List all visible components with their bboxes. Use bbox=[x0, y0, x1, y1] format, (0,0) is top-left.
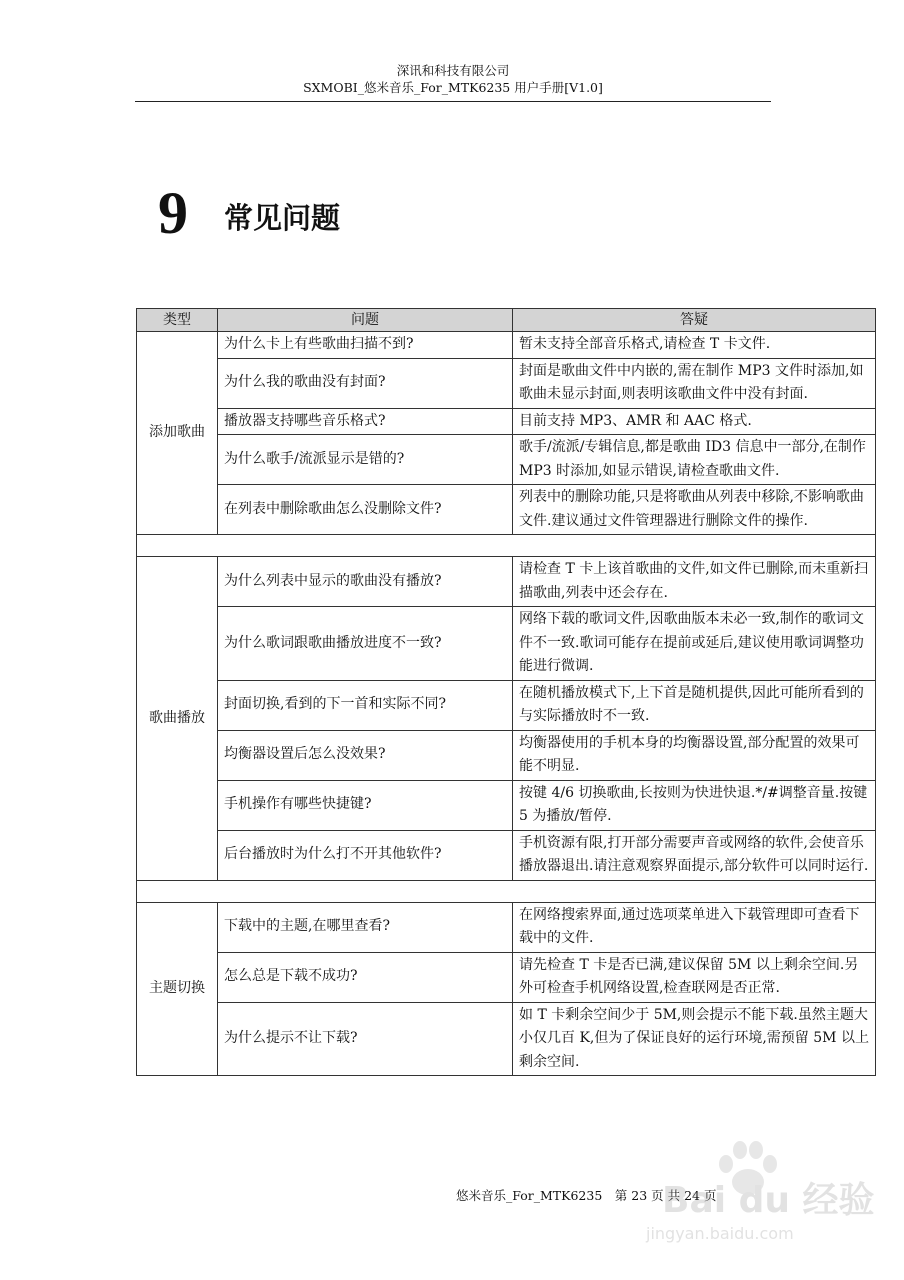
chapter-title: 常见问题 bbox=[224, 201, 341, 235]
question-cell: 下载中的主题,在哪里查看? bbox=[218, 902, 513, 952]
table-row bbox=[137, 332, 876, 359]
company-name: 深讯和科技有限公司 bbox=[396, 63, 510, 78]
watermark-logo: Bai du 经验 bbox=[662, 1180, 875, 1221]
question-cell: 手机操作有哪些快捷键? bbox=[218, 780, 513, 830]
header-question: 问题 bbox=[218, 309, 513, 332]
question-cell: 为什么我的歌曲没有封面? bbox=[218, 358, 513, 408]
question-cell: 为什么歌词跟歌曲播放进度不一致? bbox=[218, 607, 513, 681]
answer-cell: 按键 4/6 切换歌曲,长按则为快进快退.*/#调整音量.按键 5 为播放/暂停. bbox=[513, 780, 876, 830]
question-cell: 播放器支持哪些音乐格式? bbox=[218, 408, 513, 435]
answer-cell: 网络下载的歌词文件,因歌曲版本未必一致,制作的歌词文件不一致.歌词可能存在提前或延后,建议使用歌词调整功能进行微调. bbox=[513, 607, 876, 681]
answer-cell: 在随机播放模式下,上下首是随机提供,因此可能所看到的与实际播放时不一致. bbox=[513, 680, 876, 730]
page-footer: 悠米音乐_For_MTK6235 第 23 页 共 24 页 bbox=[456, 1188, 717, 1203]
category-cell: 添加歌曲 bbox=[137, 332, 218, 535]
table-row bbox=[137, 830, 876, 880]
answer-cell: 均衡器使用的手机本身的均衡器设置,部分配置的效果可能不明显. bbox=[513, 730, 876, 780]
answer-cell: 暂未支持全部音乐格式,请检查 T 卡文件. bbox=[513, 332, 876, 359]
question-cell: 均衡器设置后怎么没效果? bbox=[218, 730, 513, 780]
answer-cell: 手机资源有限,打开部分需要声音或网络的软件,会使音乐播放器退出.请注意观察界面提示,部分软件可以同时运行. bbox=[513, 830, 876, 880]
table-row bbox=[137, 952, 876, 1002]
table-row bbox=[137, 1002, 876, 1076]
answer-cell: 请先检查 T 卡是否已满,建议保留 5M 以上剩余空间.另外可检查手机网络设置,检查联网是否正常. bbox=[513, 952, 876, 1002]
answer-cell: 在网络搜索界面,通过选项菜单进入下载管理即可查看下载中的文件. bbox=[513, 902, 876, 952]
table-row bbox=[137, 607, 876, 681]
answer-cell: 如 T 卡剩余空间少于 5M,则会提示不能下载.虽然主题大小仅几百 K,但为了保证良好的运行环境,需预留 5M 以上剩余空间. bbox=[513, 1002, 876, 1076]
question-cell: 封面切换,看到的下一首和实际不同? bbox=[218, 680, 513, 730]
question-cell: 为什么提示不让下载? bbox=[218, 1002, 513, 1076]
baidu-watermark bbox=[626, 1140, 875, 1280]
table-row bbox=[137, 435, 876, 485]
table-row bbox=[137, 485, 876, 535]
question-cell: 后台播放时为什么打不开其他软件? bbox=[218, 830, 513, 880]
header-answer: 答疑 bbox=[513, 309, 876, 332]
watermark-url: jingyan.baidu.com bbox=[646, 1224, 794, 1243]
category-cell: 歌曲播放 bbox=[137, 557, 218, 881]
question-cell: 在列表中删除歌曲怎么没删除文件? bbox=[218, 485, 513, 535]
question-cell: 为什么歌手/流派显示是错的? bbox=[218, 435, 513, 485]
table-row bbox=[137, 557, 876, 607]
table-row bbox=[137, 680, 876, 730]
spacer-cell bbox=[137, 535, 876, 557]
table-row bbox=[137, 358, 876, 408]
manual-title: SXMOBI_悠米音乐_For_MTK6235 用户手册[V1.0] bbox=[303, 80, 603, 95]
table-row bbox=[137, 408, 876, 435]
spacer-cell bbox=[137, 880, 876, 902]
answer-cell: 列表中的删除功能,只是将歌曲从列表中移除,不影响歌曲文件.建议通过文件管理器进行删除文件的操作. bbox=[513, 485, 876, 535]
faq-table bbox=[136, 308, 876, 1076]
question-cell: 怎么总是下载不成功? bbox=[218, 952, 513, 1002]
faq-body bbox=[137, 332, 876, 1076]
section-spacer-row bbox=[137, 535, 876, 557]
category-cell: 主题切换 bbox=[137, 902, 218, 1076]
question-cell: 为什么列表中显示的歌曲没有播放? bbox=[218, 557, 513, 607]
header-divider bbox=[135, 101, 771, 102]
page-header bbox=[135, 62, 771, 96]
table-row bbox=[137, 780, 876, 830]
table-row bbox=[137, 902, 876, 952]
question-cell: 为什么卡上有些歌曲扫描不到? bbox=[218, 332, 513, 359]
header-type: 类型 bbox=[137, 309, 218, 332]
chapter-number: 9 bbox=[158, 180, 188, 246]
answer-cell: 歌手/流派/专辑信息,都是歌曲 ID3 信息中一部分,在制作 MP3 时添加,如显示错误,请检查歌曲文件. bbox=[513, 435, 876, 485]
table-row bbox=[137, 730, 876, 780]
answer-cell: 目前支持 MP3、AMR 和 AAC 格式. bbox=[513, 408, 876, 435]
answer-cell: 封面是歌曲文件中内嵌的,需在制作 MP3 文件时添加,如歌曲未显示封面,则表明该歌曲文件中没有封面. bbox=[513, 358, 876, 408]
section-spacer-row bbox=[137, 880, 876, 902]
table-header-row bbox=[137, 309, 876, 332]
answer-cell: 请检查 T 卡上该首歌曲的文件,如文件已删除,而未重新扫描歌曲,列表中还会存在. bbox=[513, 557, 876, 607]
